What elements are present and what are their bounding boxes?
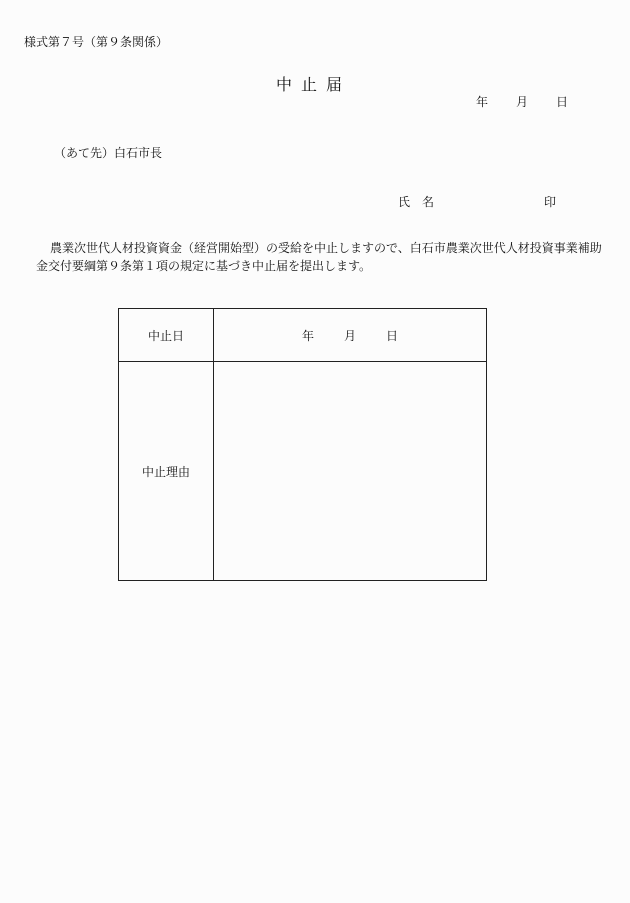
stop-date-year: 年: [301, 328, 314, 343]
table-row: [119, 362, 487, 581]
stop-date-month: 月: [343, 328, 356, 343]
addressee: （あて先）白石市長: [54, 146, 163, 160]
submission-date: [476, 93, 568, 110]
statement-paragraph: 農業次世代人材投資資金（経営開始型）の受給を中止しますので、白石市農業次世代人材投資事業補助金交付要綱第９条第１項の規定に基づき中止届を提出します。: [36, 241, 602, 273]
stop-reason-label: 中止理由: [119, 362, 214, 581]
stop-date-label: 中止日: [119, 309, 214, 362]
form-number: 様式第７号（第９条関係）: [24, 35, 169, 49]
applicant-name-line: [398, 193, 557, 210]
date-year-label: 年: [476, 95, 489, 109]
stop-reason-field[interactable]: [214, 362, 487, 581]
stop-date-day: 日: [386, 328, 399, 343]
stop-date-field[interactable]: [214, 309, 487, 362]
date-month-label: 月: [516, 95, 529, 109]
date-day-label: 日: [556, 95, 569, 109]
seal-label: 印: [544, 195, 557, 209]
document-title: 中止届: [276, 75, 352, 94]
stop-notice-table: [118, 308, 487, 581]
table-row: [119, 309, 487, 362]
applicant-name-label: 氏 名: [398, 195, 435, 209]
